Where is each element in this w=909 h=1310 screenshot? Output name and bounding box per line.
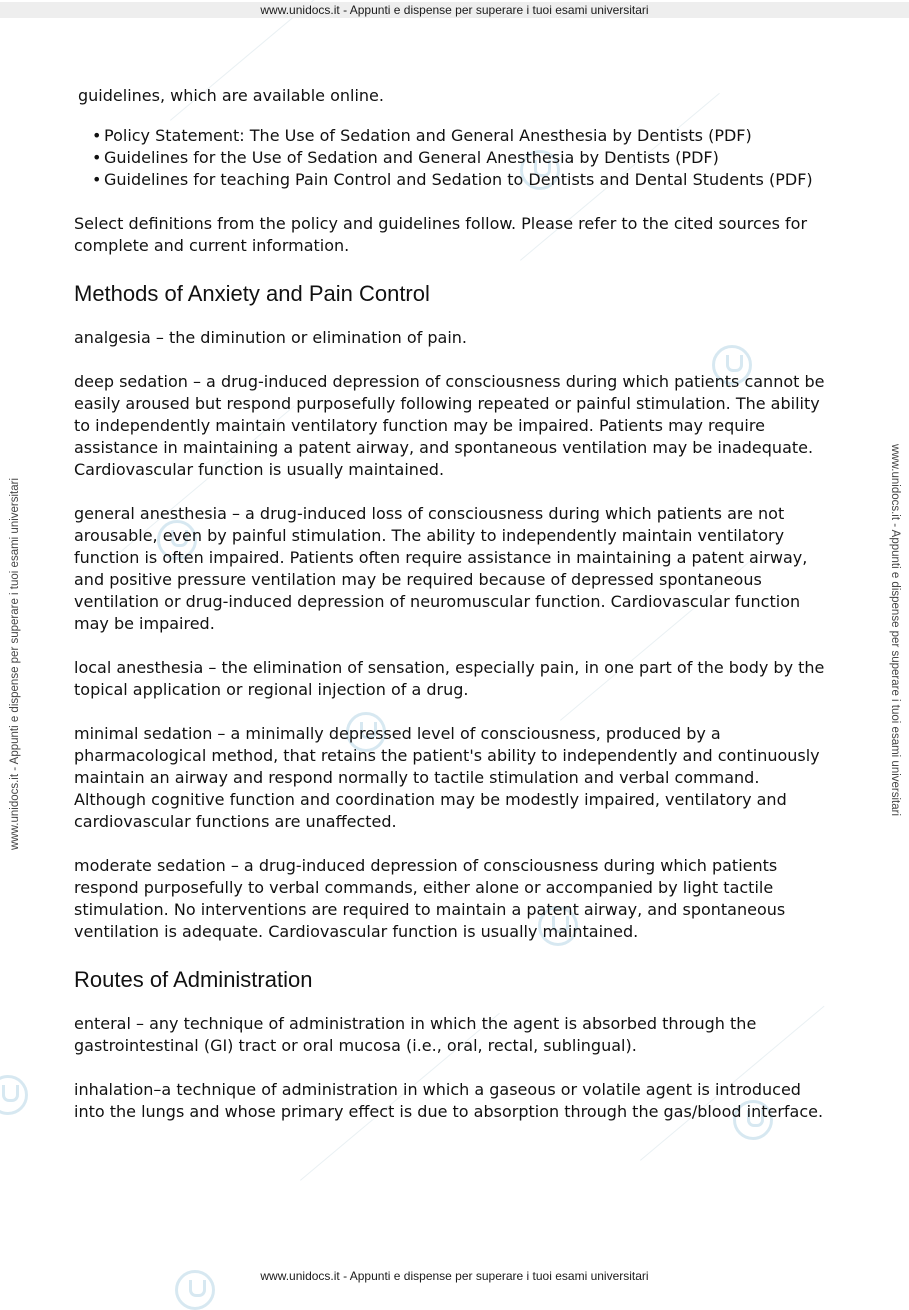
watermark-banner-top: www.unidocs.it - Appunti e dispense per superare i tuoi esami universitari bbox=[0, 2, 909, 18]
watermark-logo-icon bbox=[0, 1075, 28, 1115]
guideline-link[interactable]: • Guidelines for the Use of Sedation and General Anesthesia by Dentists (PDF) bbox=[92, 147, 834, 169]
definition-enteral: enteral – any technique of administration in which the agent is absorbed through the gastrointestinal (GI) tract or oral mucosa (i.e., oral, rectal, sublingual). bbox=[74, 1014, 757, 1055]
select-definitions-text: Select definitions from the policy and guidelines follow. Please refer to the cited sources for complete and current information. bbox=[74, 214, 808, 255]
section-heading-methods: Methods of Anxiety and Pain Control bbox=[74, 281, 430, 306]
definition-moderate-sedation: moderate sedation – a drug-induced depression of consciousness during which patients respond purposefully to verbal commands, either alone or accompanied by light tactile stimulation. No interventions are required to maintain a patent airway, and spontaneous ventilation is adequate. Cardiovascular function is usually maintained. bbox=[74, 856, 786, 941]
definition-local-anesthesia: local anesthesia – the elimination of sensation, especially pain, in one part of the body by the topical application or regional injection of a drug. bbox=[74, 658, 825, 699]
watermark-side-left: www.unidocs.it - Appunti e dispense per superare i tuoi esami universitari bbox=[9, 477, 21, 850]
watermark-banner-bottom: www.unidocs.it - Appunti e dispense per superare i tuoi esami universitari bbox=[260, 1269, 649, 1283]
definition-minimal-sedation: minimal sedation – a minimally depressed level of consciousness, produced by a pharmacological method, that retains the patient's ability to independently and continuously maintain an airway and respond normally to tactile stimulation and verbal command. Although cognitive function and coordination may be modestly impaired, ventilatory and cardiovascular functions are unaffected. bbox=[74, 724, 820, 831]
guideline-links bbox=[74, 125, 834, 191]
definition-analgesia: analgesia – the diminution or elimination of pain. bbox=[74, 328, 467, 347]
intro-text: guidelines, which are available online. bbox=[78, 86, 384, 105]
definition-deep-sedation: deep sedation – a drug-induced depression of consciousness during which patients cannot be easily aroused but respond purposefully following repeated or painful stimulation. The ability to independently maintain ventilatory function may be impaired. Patients may require assistance in maintaining a patent airway, and spontaneous ventilation may be inadequate. Cardiovascular function is usually maintained. bbox=[74, 372, 825, 479]
definition-inhalation: inhalation–a technique of administration in which a gaseous or volatile agent is introduced into the lungs and whose primary effect is due to absorption through the gas/blood interface. bbox=[74, 1080, 824, 1121]
guideline-link[interactable]: • Guidelines for teaching Pain Control and Sedation to Dentists and Dental Students (PDF) bbox=[92, 169, 834, 191]
watermark-side-right: www.unidocs.it - Appunti e dispense per superare i tuoi esami universitari bbox=[889, 444, 901, 817]
document-body bbox=[74, 85, 834, 1145]
guideline-link[interactable]: • Policy Statement: The Use of Sedation and General Anesthesia by Dentists (PDF) bbox=[92, 125, 834, 147]
definition-general-anesthesia: general anesthesia – a drug-induced loss of consciousness during which patients are not arousable, even by painful stimulation. The ability to independently maintain ventilatory function is often impaired. Patients often require assistance in maintaining a patent airway, and positive pressure ventilation may be required because of depressed spontaneous ventilation or drug-induced depression of neuromuscular function. Cardiovascular function may be impaired. bbox=[74, 504, 808, 633]
section-heading-routes: Routes of Administration bbox=[74, 967, 313, 992]
